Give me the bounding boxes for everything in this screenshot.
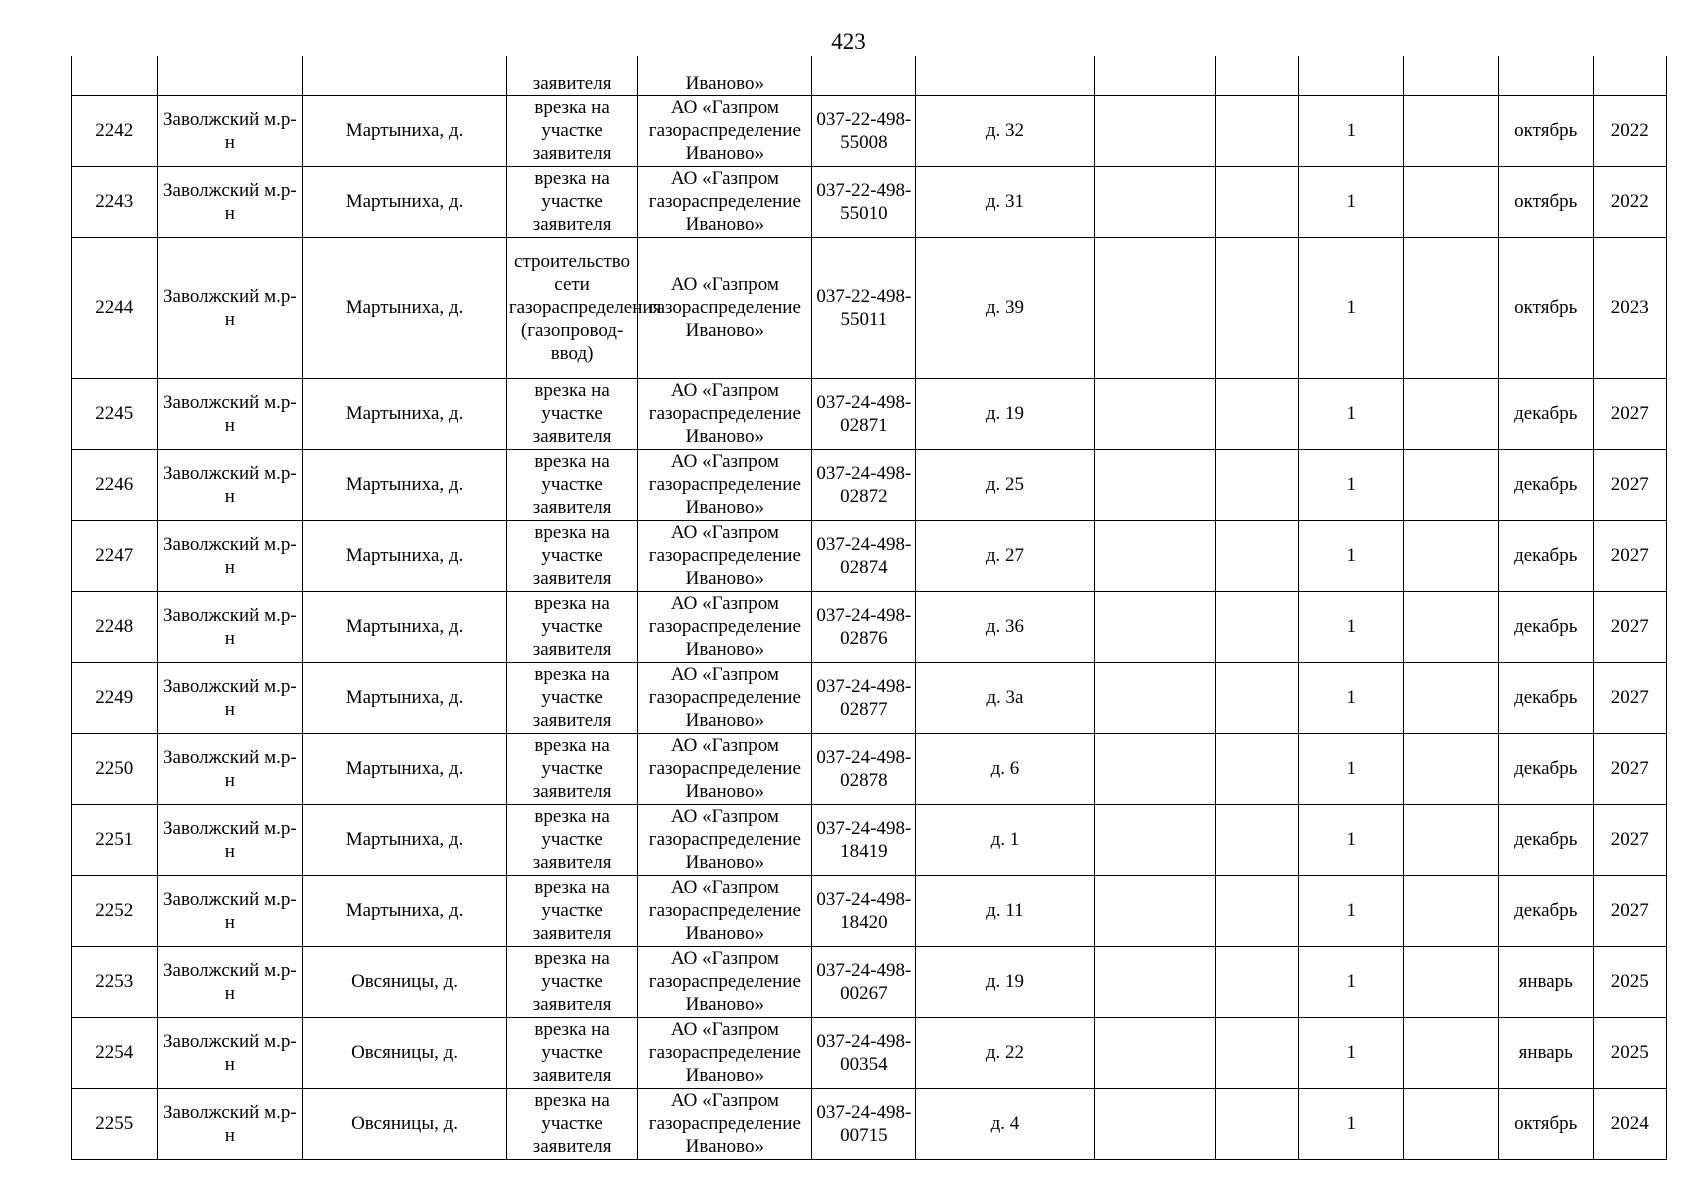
cell-blank-8 xyxy=(1094,946,1215,1017)
cell-locality: Овсяницы, д. xyxy=(303,1088,507,1159)
cell-request-code: 037-24-498-02872 xyxy=(812,449,916,520)
cell-request-code: 037-24-498-18419 xyxy=(812,804,916,875)
cell-request-code: 037-24-498-02876 xyxy=(812,591,916,662)
cell-month: декабрь xyxy=(1498,733,1593,804)
table-row xyxy=(72,166,1667,237)
cell-year: 2027 xyxy=(1593,591,1666,662)
cell-blank-11 xyxy=(1404,591,1499,662)
table-row xyxy=(72,875,1667,946)
cell-locality: Овсяницы, д. xyxy=(303,1017,507,1088)
cell-quantity: 1 xyxy=(1299,237,1404,378)
cell-district: Заволжский м.р-н xyxy=(157,520,303,591)
cell-blank-9 xyxy=(1215,591,1299,662)
page-number: 423 xyxy=(831,29,866,54)
cell-year: 2027 xyxy=(1593,449,1666,520)
cell-blank-8 xyxy=(1094,56,1215,95)
table-body xyxy=(72,56,1667,1159)
cell-locality: Мартыниха, д. xyxy=(303,662,507,733)
cell-number: 2243 xyxy=(72,166,158,237)
cell-address: д. 3а xyxy=(916,662,1094,733)
cell-district: Заволжский м.р-н xyxy=(157,237,303,378)
cell-locality: Мартыниха, д. xyxy=(303,166,507,237)
cell-blank-9 xyxy=(1215,520,1299,591)
cell-request-code: 037-22-498-55010 xyxy=(812,166,916,237)
cell-district: Заволжский м.р-н xyxy=(157,662,303,733)
cell-address: д. 6 xyxy=(916,733,1094,804)
cell-address: д. 22 xyxy=(916,1017,1094,1088)
cell-number: 2255 xyxy=(72,1088,158,1159)
table-row xyxy=(72,662,1667,733)
cell-request-code: 037-24-498-02877 xyxy=(812,662,916,733)
cell-blank-8 xyxy=(1094,733,1215,804)
cell-blank-11 xyxy=(1404,166,1499,237)
cell-month xyxy=(1498,56,1593,95)
cell-month: декабрь xyxy=(1498,662,1593,733)
cell-quantity: 1 xyxy=(1299,875,1404,946)
cell-organization: АО «Газпром газораспределение Иваново» xyxy=(638,378,812,449)
cell-district: Заволжский м.р-н xyxy=(157,1088,303,1159)
cell-blank-9 xyxy=(1215,56,1299,95)
cell-locality: Овсяницы, д. xyxy=(303,946,507,1017)
cell-year: 2027 xyxy=(1593,733,1666,804)
cell-district: Заволжский м.р-н xyxy=(157,1017,303,1088)
cell-request-code: 037-24-498-00267 xyxy=(812,946,916,1017)
cell-number: 2246 xyxy=(72,449,158,520)
cell-locality: Мартыниха, д. xyxy=(303,95,507,166)
cell-connection-type: врезка на участке заявителя xyxy=(506,591,637,662)
cell-connection-type: врезка на участке заявителя xyxy=(506,1088,637,1159)
cell-request-code: 037-24-498-00354 xyxy=(812,1017,916,1088)
cell-number: 2250 xyxy=(72,733,158,804)
cell-blank-11 xyxy=(1404,520,1499,591)
cell-organization: АО «Газпром газораспределение Иваново» xyxy=(638,875,812,946)
table-row xyxy=(72,733,1667,804)
table-row xyxy=(72,95,1667,166)
cell-connection-type: врезка на участке заявителя xyxy=(506,166,637,237)
cell-connection-type: врезка на участке заявителя xyxy=(506,449,637,520)
cell-request-code: 037-24-498-02878 xyxy=(812,733,916,804)
cell-locality: Мартыниха, д. xyxy=(303,520,507,591)
cell-district: Заволжский м.р-н xyxy=(157,875,303,946)
cell-blank-11 xyxy=(1404,946,1499,1017)
cell-district xyxy=(157,56,303,95)
table-row xyxy=(72,946,1667,1017)
cell-year: 2025 xyxy=(1593,946,1666,1017)
cell-blank-11 xyxy=(1404,804,1499,875)
cell-organization: АО «Газпром газораспределение Иваново» xyxy=(638,1017,812,1088)
cell-quantity: 1 xyxy=(1299,95,1404,166)
table-row xyxy=(72,378,1667,449)
cell-blank-9 xyxy=(1215,875,1299,946)
cell-address: д. 25 xyxy=(916,449,1094,520)
cell-month: декабрь xyxy=(1498,875,1593,946)
cell-district: Заволжский м.р-н xyxy=(157,946,303,1017)
cell-month: декабрь xyxy=(1498,449,1593,520)
cell-number: 2247 xyxy=(72,520,158,591)
cell-blank-9 xyxy=(1215,237,1299,378)
cell-address: д. 11 xyxy=(916,875,1094,946)
cell-quantity: 1 xyxy=(1299,946,1404,1017)
cell-blank-11 xyxy=(1404,875,1499,946)
cell-year: 2027 xyxy=(1593,378,1666,449)
cell-number: 2252 xyxy=(72,875,158,946)
cell-organization: Иваново» xyxy=(638,56,812,95)
cell-organization: АО «Газпром газораспределение Иваново» xyxy=(638,520,812,591)
cell-locality: Мартыниха, д. xyxy=(303,804,507,875)
cell-month: январь xyxy=(1498,1017,1593,1088)
cell-blank-11 xyxy=(1404,56,1499,95)
cell-year: 2025 xyxy=(1593,1017,1666,1088)
cell-quantity: 1 xyxy=(1299,662,1404,733)
cell-address: д. 27 xyxy=(916,520,1094,591)
cell-locality: Мартыниха, д. xyxy=(303,237,507,378)
cell-connection-type: врезка на участке заявителя xyxy=(506,662,637,733)
cell-address xyxy=(916,56,1094,95)
cell-year: 2027 xyxy=(1593,875,1666,946)
cell-request-code: 037-22-498-55011 xyxy=(812,237,916,378)
cell-blank-8 xyxy=(1094,520,1215,591)
cell-blank-8 xyxy=(1094,662,1215,733)
cell-connection-type: врезка на участке заявителя xyxy=(506,804,637,875)
cell-organization: АО «Газпром газораспределение Иваново» xyxy=(638,733,812,804)
cell-blank-9 xyxy=(1215,733,1299,804)
cell-month: октябрь xyxy=(1498,166,1593,237)
cell-locality xyxy=(303,56,507,95)
cell-month: декабрь xyxy=(1498,804,1593,875)
cell-request-code: 037-24-498-02871 xyxy=(812,378,916,449)
cell-blank-9 xyxy=(1215,804,1299,875)
cell-blank-8 xyxy=(1094,449,1215,520)
cell-connection-type: строительство сети газораспределения (газопровод-ввод) xyxy=(506,237,637,378)
cell-blank-9 xyxy=(1215,166,1299,237)
cell-organization: АО «Газпром газораспределение Иваново» xyxy=(638,237,812,378)
cell-blank-8 xyxy=(1094,95,1215,166)
cell-district: Заволжский м.р-н xyxy=(157,591,303,662)
table-row xyxy=(72,1088,1667,1159)
cell-month: декабрь xyxy=(1498,591,1593,662)
cell-blank-8 xyxy=(1094,166,1215,237)
cell-number xyxy=(72,56,158,95)
register-table xyxy=(71,56,1667,1160)
cell-connection-type: врезка на участке заявителя xyxy=(506,520,637,591)
cell-district: Заволжский м.р-н xyxy=(157,804,303,875)
cell-blank-9 xyxy=(1215,449,1299,520)
cell-year: 2022 xyxy=(1593,166,1666,237)
cell-year: 2024 xyxy=(1593,1088,1666,1159)
cell-organization: АО «Газпром газораспределение Иваново» xyxy=(638,662,812,733)
cell-address: д. 19 xyxy=(916,378,1094,449)
cell-organization: АО «Газпром газораспределение Иваново» xyxy=(638,591,812,662)
cell-year xyxy=(1593,56,1666,95)
cell-blank-11 xyxy=(1404,95,1499,166)
cell-blank-11 xyxy=(1404,662,1499,733)
cell-district: Заволжский м.р-н xyxy=(157,166,303,237)
cell-organization: АО «Газпром газораспределение Иваново» xyxy=(638,449,812,520)
cell-quantity: 1 xyxy=(1299,378,1404,449)
cell-organization: АО «Газпром газораспределение Иваново» xyxy=(638,95,812,166)
table-row xyxy=(72,804,1667,875)
cell-quantity: 1 xyxy=(1299,804,1404,875)
cell-blank-8 xyxy=(1094,804,1215,875)
cell-blank-9 xyxy=(1215,95,1299,166)
cell-month: декабрь xyxy=(1498,520,1593,591)
cell-connection-type: заявителя xyxy=(506,56,637,95)
cell-year: 2023 xyxy=(1593,237,1666,378)
cell-blank-9 xyxy=(1215,378,1299,449)
cell-quantity: 1 xyxy=(1299,449,1404,520)
cell-organization: АО «Газпром газораспределение Иваново» xyxy=(638,1088,812,1159)
cell-request-code: 037-24-498-18420 xyxy=(812,875,916,946)
cell-address: д. 36 xyxy=(916,591,1094,662)
cell-blank-9 xyxy=(1215,1088,1299,1159)
cell-month: октябрь xyxy=(1498,1088,1593,1159)
cell-address: д. 1 xyxy=(916,804,1094,875)
cell-blank-8 xyxy=(1094,1017,1215,1088)
cell-locality: Мартыниха, д. xyxy=(303,733,507,804)
cell-blank-9 xyxy=(1215,1017,1299,1088)
cell-organization: АО «Газпром газораспределение Иваново» xyxy=(638,946,812,1017)
cell-quantity: 1 xyxy=(1299,520,1404,591)
cell-blank-11 xyxy=(1404,237,1499,378)
cell-district: Заволжский м.р-н xyxy=(157,449,303,520)
table-row xyxy=(72,1017,1667,1088)
cell-quantity: 1 xyxy=(1299,1088,1404,1159)
cell-year: 2027 xyxy=(1593,520,1666,591)
cell-blank-8 xyxy=(1094,378,1215,449)
cell-number: 2244 xyxy=(72,237,158,378)
cell-address: д. 4 xyxy=(916,1088,1094,1159)
cell-locality: Мартыниха, д. xyxy=(303,591,507,662)
continuation-row xyxy=(72,56,1667,95)
cell-request-code: 037-22-498-55008 xyxy=(812,95,916,166)
cell-quantity xyxy=(1299,56,1404,95)
cell-month: декабрь xyxy=(1498,378,1593,449)
cell-quantity: 1 xyxy=(1299,733,1404,804)
cell-blank-11 xyxy=(1404,733,1499,804)
cell-organization: АО «Газпром газораспределение Иваново» xyxy=(638,166,812,237)
cell-blank-11 xyxy=(1404,1088,1499,1159)
cell-number: 2251 xyxy=(72,804,158,875)
cell-blank-8 xyxy=(1094,875,1215,946)
cell-connection-type: врезка на участке заявителя xyxy=(506,1017,637,1088)
cell-number: 2249 xyxy=(72,662,158,733)
cell-year: 2027 xyxy=(1593,804,1666,875)
cell-district: Заволжский м.р-н xyxy=(157,733,303,804)
cell-connection-type: врезка на участке заявителя xyxy=(506,733,637,804)
cell-locality: Мартыниха, д. xyxy=(303,378,507,449)
cell-connection-type: врезка на участке заявителя xyxy=(506,95,637,166)
cell-organization: АО «Газпром газораспределение Иваново» xyxy=(638,804,812,875)
cell-address: д. 39 xyxy=(916,237,1094,378)
cell-request-code: 037-24-498-00715 xyxy=(812,1088,916,1159)
table-row xyxy=(72,520,1667,591)
cell-blank-9 xyxy=(1215,946,1299,1017)
table-row xyxy=(72,449,1667,520)
cell-connection-type: врезка на участке заявителя xyxy=(506,875,637,946)
cell-request-code xyxy=(812,56,916,95)
cell-blank-9 xyxy=(1215,662,1299,733)
cell-connection-type: врезка на участке заявителя xyxy=(506,946,637,1017)
cell-blank-11 xyxy=(1404,449,1499,520)
cell-district: Заволжский м.р-н xyxy=(157,95,303,166)
cell-quantity: 1 xyxy=(1299,591,1404,662)
cell-month: январь xyxy=(1498,946,1593,1017)
cell-blank-8 xyxy=(1094,237,1215,378)
cell-locality: Мартыниха, д. xyxy=(303,875,507,946)
cell-number: 2248 xyxy=(72,591,158,662)
cell-blank-11 xyxy=(1404,378,1499,449)
cell-request-code: 037-24-498-02874 xyxy=(812,520,916,591)
cell-number: 2254 xyxy=(72,1017,158,1088)
table-row xyxy=(72,591,1667,662)
cell-blank-8 xyxy=(1094,591,1215,662)
cell-number: 2242 xyxy=(72,95,158,166)
cell-blank-11 xyxy=(1404,1017,1499,1088)
cell-address: д. 31 xyxy=(916,166,1094,237)
cell-number: 2253 xyxy=(72,946,158,1017)
cell-address: д. 32 xyxy=(916,95,1094,166)
cell-year: 2022 xyxy=(1593,95,1666,166)
cell-locality: Мартыниха, д. xyxy=(303,449,507,520)
cell-connection-type: врезка на участке заявителя xyxy=(506,378,637,449)
cell-month: октябрь xyxy=(1498,237,1593,378)
cell-number: 2245 xyxy=(72,378,158,449)
cell-month: октябрь xyxy=(1498,95,1593,166)
cell-blank-8 xyxy=(1094,1088,1215,1159)
cell-address: д. 19 xyxy=(916,946,1094,1017)
table-row xyxy=(72,237,1667,378)
cell-quantity: 1 xyxy=(1299,1017,1404,1088)
cell-district: Заволжский м.р-н xyxy=(157,378,303,449)
cell-quantity: 1 xyxy=(1299,166,1404,237)
cell-year: 2027 xyxy=(1593,662,1666,733)
